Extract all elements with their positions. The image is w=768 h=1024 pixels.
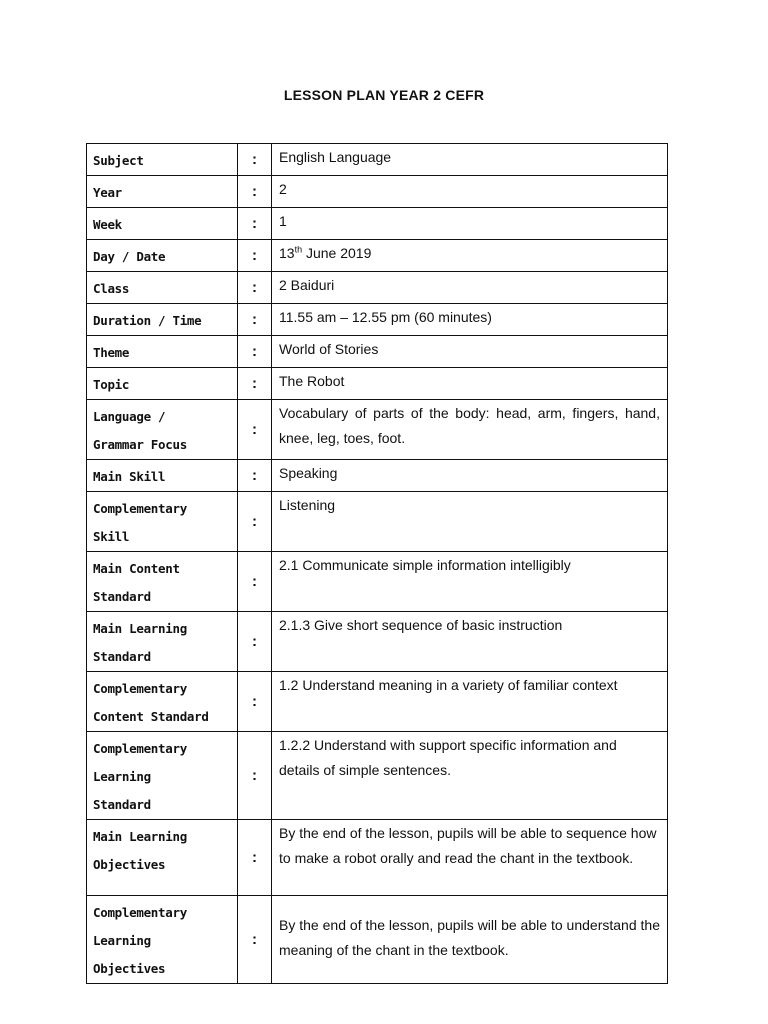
- label-line: Skill: [93, 529, 130, 544]
- year-value: 2: [272, 176, 668, 208]
- theme-value: World of Stories: [272, 336, 668, 368]
- separator-colon: :: [238, 732, 272, 820]
- separator-colon: :: [238, 460, 272, 492]
- table-row: [87, 304, 668, 336]
- table-row: [87, 240, 668, 272]
- complementary-content-standard-value: 1.2 Understand meaning in a variety of familiar context: [272, 672, 668, 732]
- separator-colon: :: [238, 896, 272, 984]
- class-value: 2 Baiduri: [272, 272, 668, 304]
- complementary-learning-standard-value: 1.2.2 Understand with support specific information and details of simple sentences.: [272, 732, 668, 820]
- separator-colon: :: [238, 176, 272, 208]
- label-line: Standard: [93, 797, 151, 812]
- subject-label: Subject: [87, 144, 238, 176]
- main-learning-standard-value: 2.1.3 Give short sequence of basic instruction: [272, 612, 668, 672]
- week-label: Week: [87, 208, 238, 240]
- table-row: [87, 672, 668, 732]
- complementary-content-standard-label: [87, 672, 238, 732]
- subject-value: English Language: [272, 144, 668, 176]
- table-row: [87, 492, 668, 552]
- language-focus-value: Vocabulary of parts of the body: head, arm, fingers, hand, knee, leg, toes, foot.: [272, 400, 668, 460]
- separator-colon: :: [238, 368, 272, 400]
- label-line: Main Content: [93, 561, 180, 576]
- table-row: [87, 460, 668, 492]
- week-value: 1: [272, 208, 668, 240]
- separator-colon: :: [238, 552, 272, 612]
- main-content-standard-label: [87, 552, 238, 612]
- separator-colon: :: [238, 336, 272, 368]
- table-row: [87, 732, 668, 820]
- day-date-label: Day / Date: [87, 240, 238, 272]
- label-line: Complementary: [93, 681, 187, 696]
- duration-value: 11.55 am – 12.55 pm (60 minutes): [272, 304, 668, 336]
- day-ordinal-suffix: th: [294, 244, 303, 255]
- label-line: Main Learning: [93, 829, 187, 844]
- topic-label: Topic: [87, 368, 238, 400]
- main-learning-standard-label: [87, 612, 238, 672]
- separator-colon: :: [238, 820, 272, 896]
- label-line: Learning: [93, 769, 151, 784]
- separator-colon: :: [238, 492, 272, 552]
- day-number: 13: [279, 245, 295, 261]
- month-year: June 2019: [302, 245, 372, 261]
- topic-value: The Robot: [272, 368, 668, 400]
- day-date-value: [272, 240, 668, 272]
- label-line: Objectives: [93, 961, 166, 976]
- table-row: [87, 208, 668, 240]
- complementary-learning-objectives-label: [87, 896, 238, 984]
- theme-label: Theme: [87, 336, 238, 368]
- table-row: [87, 144, 668, 176]
- label-line: Grammar Focus: [93, 437, 187, 452]
- main-skill-label: Main Skill: [87, 460, 238, 492]
- table-row: [87, 368, 668, 400]
- separator-colon: :: [238, 208, 272, 240]
- label-line: Standard: [93, 589, 151, 604]
- class-label: Class: [87, 272, 238, 304]
- label-line: Main Learning: [93, 621, 187, 636]
- main-skill-value: Speaking: [272, 460, 668, 492]
- table-row: [87, 552, 668, 612]
- complementary-learning-standard-label: [87, 732, 238, 820]
- table-row: [87, 612, 668, 672]
- label-line: Complementary: [93, 905, 187, 920]
- separator-colon: :: [238, 672, 272, 732]
- main-content-standard-value: 2.1 Communicate simple information intelligibly: [272, 552, 668, 612]
- label-line: Content Standard: [93, 709, 209, 724]
- main-learning-objectives-label: [87, 820, 238, 896]
- label-line: Complementary: [93, 741, 187, 756]
- separator-colon: :: [238, 304, 272, 336]
- label-line: Objectives: [93, 857, 166, 872]
- label-line: Learning: [93, 933, 151, 948]
- complementary-skill-label: [87, 492, 238, 552]
- duration-label: Duration / Time: [87, 304, 238, 336]
- year-label: Year: [87, 176, 238, 208]
- separator-colon: :: [238, 400, 272, 460]
- separator-colon: :: [238, 612, 272, 672]
- complementary-skill-value: Listening: [272, 492, 668, 552]
- table-row: [87, 176, 668, 208]
- table-row: [87, 896, 668, 984]
- separator-colon: :: [238, 272, 272, 304]
- language-focus-label: [87, 400, 238, 460]
- table-row: [87, 336, 668, 368]
- separator-colon: :: [238, 144, 272, 176]
- table-row: [87, 400, 668, 460]
- label-line: Complementary: [93, 501, 187, 516]
- separator-colon: :: [238, 240, 272, 272]
- complementary-learning-objectives-value: By the end of the lesson, pupils will be able to understand the meaning of the chant in the textbook.: [272, 896, 668, 984]
- table-row: [87, 820, 668, 896]
- label-line: Language /: [93, 409, 166, 424]
- label-line: Standard: [93, 649, 151, 664]
- page-title: LESSON PLAN YEAR 2 CEFR: [283, 87, 485, 103]
- table-row: [87, 272, 668, 304]
- main-learning-objectives-value: By the end of the lesson, pupils will be able to sequence how to make a robot orally and read the chant in the textbook.: [272, 820, 668, 896]
- lesson-plan-table: [86, 143, 668, 984]
